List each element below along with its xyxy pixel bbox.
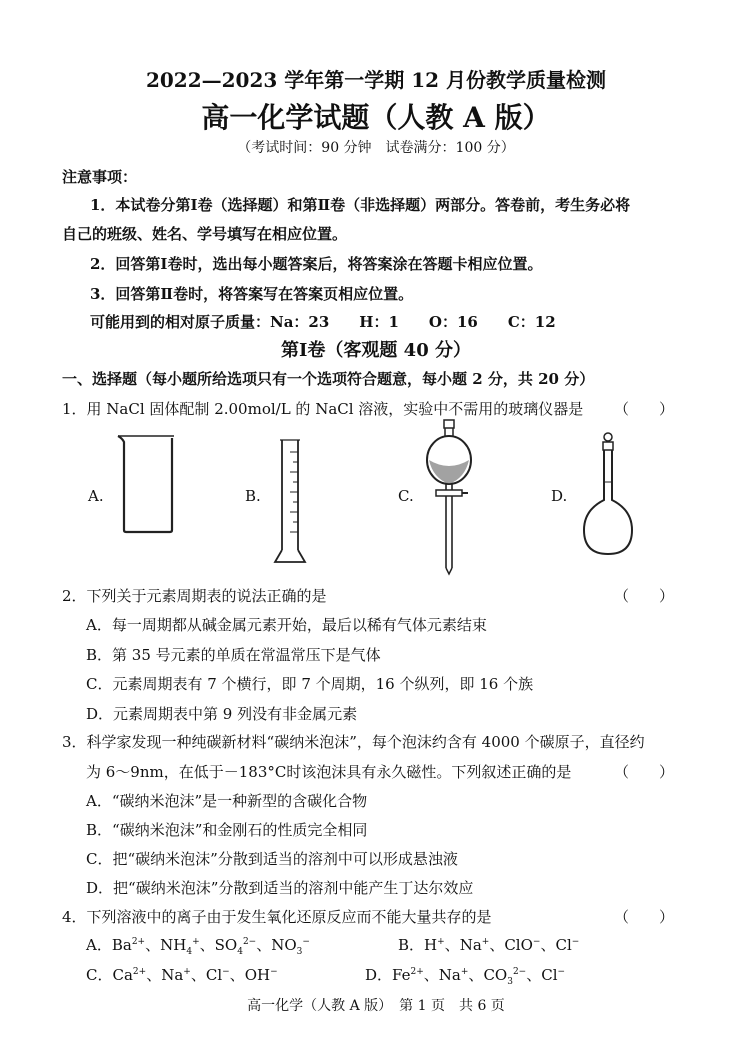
q4-option-d-ions — [392, 966, 566, 987]
beaker-icon — [112, 432, 182, 536]
ion-subscript: 3 — [507, 977, 513, 987]
ion-separator: 、 — [199, 936, 215, 954]
q1-option-a-label: A. — [88, 487, 104, 505]
ion-charge: 2+ — [132, 967, 147, 977]
ion-symbol: Fe — [392, 966, 411, 984]
ion-symbol: CO — [483, 966, 508, 984]
volumetric-flask-icon — [578, 430, 638, 560]
ion-separator: 、 — [256, 936, 272, 954]
q2-option-c: C．元素周期表有 7 个横行，即 7 个周期，16 个纵列，即 16 个族 — [86, 675, 534, 693]
ion-charge: + — [192, 937, 200, 947]
ion-separator: 、 — [444, 936, 460, 954]
ion-symbol: NO — [271, 936, 297, 954]
ion-charge: + — [460, 967, 469, 977]
ion-separator: 、 — [540, 936, 556, 954]
q3-option-b: B．“碳纳米泡沫”和金刚石的性质完全相同 — [86, 821, 368, 839]
question-1-stem: 1．用 NaCl 固体配制 2.00mol/L 的 NaCl 溶液，实验中不需用的玻璃仪器是 — [62, 400, 584, 418]
q1-option-c-label: C. — [398, 487, 414, 505]
ion-charge: + — [183, 967, 191, 977]
q4-option-a — [86, 934, 310, 957]
ion-separator: 、 — [229, 966, 245, 984]
q4-option-c-label: C． — [86, 966, 113, 984]
ion-subscript: 4 — [237, 947, 243, 957]
q2-option-d: D．元素周期表中第 9 列没有非金属元素 — [86, 705, 358, 723]
answer-bracket-2: （ ） — [614, 587, 675, 605]
q4-option-a-label: A． — [86, 936, 112, 954]
atomic-masses: 可能用到的相对原子质量：Na：23 H：1 O：16 C：12 — [90, 313, 556, 331]
note-item-1-cont: 自己的班级、姓名、学号填写在相应位置。 — [62, 225, 348, 243]
question-3-stem: 3．科学家发现一种纯碳新材料“碳纳米泡沫”，每个泡沫约含有 4000 个碳原子，直径约 — [62, 733, 645, 751]
ion-formula — [112, 966, 146, 984]
ion-formula — [504, 936, 540, 954]
q4-option-b-label: B． — [398, 936, 425, 954]
ion-symbol: Cl — [541, 966, 558, 984]
note-item-1: 1．本试卷分第Ⅰ卷（选择题）和第Ⅱ卷（非选择题）两部分。答卷前，考生务必将 — [90, 196, 631, 214]
ion-charge: − — [302, 937, 310, 947]
ion-charge: − — [571, 937, 580, 947]
note-item-2: 2．回答第Ⅰ卷时，选出每小题答案后，将答案涂在答题卡相应位置。 — [90, 255, 543, 273]
ion-symbol: Ca — [112, 966, 133, 984]
ion-symbol: Cl — [205, 966, 223, 984]
ion-symbol: Na — [459, 936, 482, 954]
ion-formula — [112, 936, 145, 954]
ion-formula — [439, 966, 469, 984]
section-title: 第Ⅰ卷（客观题 40 分） — [280, 340, 471, 361]
ion-formula — [271, 936, 310, 957]
q3-option-d: D．把“碳纳米泡沫”分散到适当的溶剂中能产生丁达尔效应 — [86, 879, 474, 897]
ion-formula — [541, 966, 565, 984]
graduated-cylinder-icon — [272, 438, 312, 568]
ion-formula — [424, 936, 445, 954]
ion-separator: 、 — [190, 966, 206, 984]
answer-bracket-4: （ ） — [614, 908, 675, 926]
ion-subscript: 4 — [186, 947, 193, 957]
ion-formula — [460, 936, 490, 954]
page-title: 高一化学试题（人教 A 版） — [201, 101, 551, 134]
ion-formula — [392, 966, 424, 984]
ion-symbol: Ba — [111, 936, 132, 954]
notes-heading: 注意事项： — [62, 168, 138, 186]
q4-option-b — [398, 934, 579, 955]
q1-option-d-label: D. — [551, 487, 568, 505]
ion-symbol: SO — [214, 936, 238, 954]
ion-formula — [215, 936, 257, 957]
ion-formula — [555, 936, 579, 954]
q4-option-c — [86, 964, 278, 985]
q2-option-a: A．每一周期都从碱金属元素开始，最后以稀有气体元素结束 — [86, 616, 487, 634]
exam-series-title: 2022—2023 学年第一学期 12 月份教学质量检测 — [145, 68, 607, 92]
ion-symbol: NH — [160, 936, 187, 954]
question-2-stem: 2．下列关于元素周期表的说法正确的是 — [62, 587, 327, 605]
ion-charge: + — [437, 937, 445, 947]
ion-separator: 、 — [526, 966, 542, 984]
ion-charge: − — [557, 967, 566, 977]
ion-charge: + — [481, 937, 490, 947]
ion-symbol: Na — [161, 966, 184, 984]
ion-symbol: H — [424, 936, 438, 954]
answer-bracket-1: （ ） — [614, 400, 675, 418]
part-instructions: 一、选择题（每小题所给选项只有一个选项符合题意，每小题 2 分，共 20 分） — [62, 370, 595, 388]
note-item-3: 3．回答第Ⅱ卷时，将答案写在答案页相应位置。 — [90, 285, 414, 303]
ion-charge: − — [222, 967, 230, 977]
ion-charge: − — [532, 937, 541, 947]
question-3-stem-cont: 为 6～9nm，在低于－183°C时该泡沫具有永久磁性。下列叙述正确的是 — [86, 763, 572, 781]
ion-charge: 2− — [242, 937, 257, 947]
ion-formula — [160, 936, 200, 957]
ion-symbol: OH — [244, 966, 271, 984]
ion-symbol: Na — [438, 966, 461, 984]
ion-symbol: Cl — [555, 936, 572, 954]
ion-formula — [245, 966, 278, 984]
q1-option-b-label: B. — [245, 487, 261, 505]
ion-formula — [206, 966, 230, 984]
ion-formula — [161, 966, 191, 984]
ion-charge: 2+ — [131, 937, 146, 947]
q4-option-d — [365, 964, 565, 987]
ion-charge: 2+ — [410, 967, 424, 977]
q3-option-c: C．把“碳纳米泡沫”分散到适当的溶剂中可以形成悬浊液 — [86, 850, 458, 868]
ion-separator: 、 — [489, 936, 505, 954]
ion-subscript: 3 — [296, 947, 303, 957]
ion-formula — [483, 966, 526, 987]
q4-option-b-ions — [424, 936, 579, 954]
separatory-funnel-icon — [420, 418, 480, 578]
answer-bracket-3: （ ） — [614, 763, 675, 781]
ion-charge: − — [270, 967, 278, 977]
q2-option-b: B．第 35 号元素的单质在常温常压下是气体 — [86, 646, 381, 664]
ion-separator: 、 — [468, 966, 484, 984]
ion-separator: 、 — [146, 966, 162, 984]
q4-option-a-ions — [111, 936, 310, 957]
ion-separator: 、 — [145, 936, 161, 954]
ion-symbol: ClO — [504, 936, 533, 954]
page-footer: 高一化学（人教 A 版） 第 1 页 共 6 页 — [247, 998, 505, 1014]
question-4-stem: 4．下列溶液中的离子由于发生氧化还原反应而不能大量共存的是 — [62, 908, 492, 926]
ion-charge: 2− — [512, 967, 527, 977]
q3-option-a: A．“碳纳米泡沫”是一种新型的含碳化合物 — [86, 792, 368, 810]
q4-option-d-label: D． — [365, 966, 393, 984]
exam-meta: （考试时间：90 分钟 试卷满分：100 分） — [237, 140, 515, 156]
q4-option-c-ions — [112, 966, 277, 984]
ion-separator: 、 — [423, 966, 439, 984]
